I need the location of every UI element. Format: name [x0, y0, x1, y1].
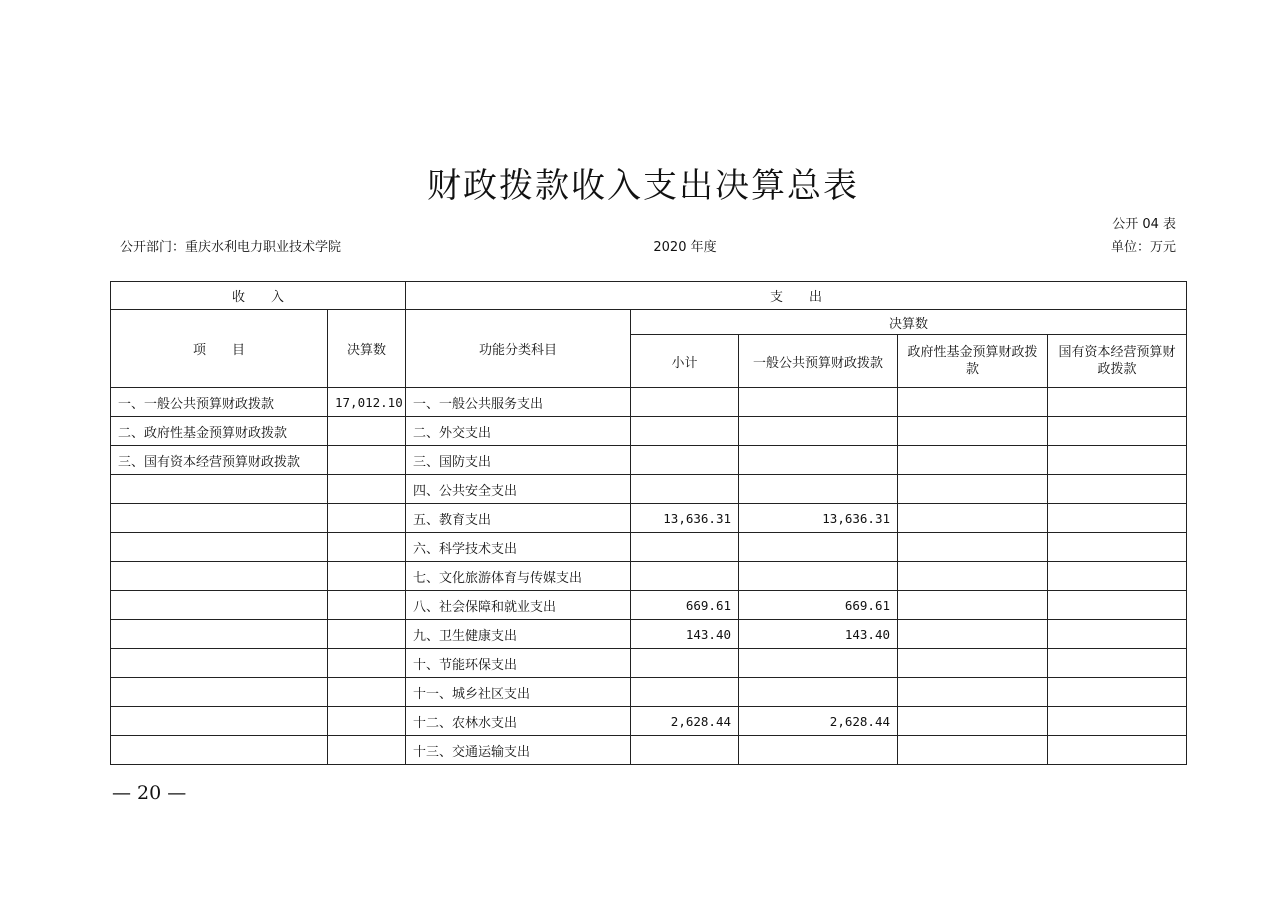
table-row	[111, 417, 1187, 446]
income-amount-cell	[328, 562, 406, 591]
func-category-cell: 八、社会保障和就业支出	[406, 591, 631, 620]
gov-fund-cell	[898, 417, 1048, 446]
page-title: 财政拨款收入支出决算总表	[427, 166, 859, 206]
func-category-cell: 七、文化旅游体育与传媒支出	[406, 562, 631, 591]
income-amount-cell	[328, 446, 406, 475]
subtotal-cell: 669.61	[631, 591, 739, 620]
income-item-cell	[111, 678, 328, 707]
general-budget-cell	[739, 417, 898, 446]
state-capital-cell	[1048, 620, 1187, 649]
gov-fund-cell	[898, 649, 1048, 678]
final-amount-header: 决算数	[328, 310, 406, 388]
subtotal-cell	[631, 649, 739, 678]
func-category-cell: 一、一般公共服务支出	[406, 388, 631, 417]
gov-fund-cell	[898, 504, 1048, 533]
general-budget-cell: 13,636.31	[739, 504, 898, 533]
general-budget-cell	[739, 562, 898, 591]
income-item-cell	[111, 649, 328, 678]
general-budget-cell	[739, 388, 898, 417]
unit-label: 单位：万元	[1110, 240, 1176, 255]
subtotal-cell	[631, 736, 739, 765]
income-item-cell	[111, 707, 328, 736]
state-capital-cell	[1048, 504, 1187, 533]
func-category-cell: 十二、农林水支出	[406, 707, 631, 736]
form-number: 公开 04 表	[1112, 217, 1176, 232]
subtotal-cell: 2,628.44	[631, 707, 739, 736]
state-capital-cell	[1048, 678, 1187, 707]
general-budget-cell	[739, 446, 898, 475]
func-category-cell: 十三、交通运输支出	[406, 736, 631, 765]
subtotal-cell: 13,636.31	[631, 504, 739, 533]
table-row	[111, 533, 1187, 562]
income-amount-cell	[328, 504, 406, 533]
income-item-cell	[111, 620, 328, 649]
gov-fund-cell	[898, 446, 1048, 475]
gov-fund-cell	[898, 562, 1048, 591]
state-capital-cell	[1048, 417, 1187, 446]
general-budget-cell	[739, 475, 898, 504]
func-category-cell: 五、教育支出	[406, 504, 631, 533]
func-category-cell: 三、国防支出	[406, 446, 631, 475]
subtotal-cell	[631, 475, 739, 504]
final-amount-group-header: 决算数	[631, 310, 1187, 335]
fiscal-year: 2020 年度	[653, 240, 717, 255]
state-capital-cell	[1048, 736, 1187, 765]
income-item-cell	[111, 504, 328, 533]
gov-fund-cell	[898, 736, 1048, 765]
income-amount-cell	[328, 678, 406, 707]
gov-fund-cell	[898, 707, 1048, 736]
gov-fund-cell	[898, 533, 1048, 562]
income-item-cell	[111, 591, 328, 620]
subtotal-cell	[631, 446, 739, 475]
income-item-cell: 二、政府性基金预算财政拨款	[111, 417, 328, 446]
general-budget-cell	[739, 736, 898, 765]
income-amount-cell	[328, 475, 406, 504]
general-budget-cell	[739, 678, 898, 707]
item-header: 项 目	[111, 310, 328, 388]
gov-fund-cell	[898, 678, 1048, 707]
state-capital-cell	[1048, 707, 1187, 736]
table-row	[111, 678, 1187, 707]
state-capital-cell	[1048, 533, 1187, 562]
gov-fund-cell	[898, 591, 1048, 620]
func-category-cell: 十一、城乡社区支出	[406, 678, 631, 707]
expenditure-header: 支 出	[406, 282, 1187, 310]
table-row	[111, 736, 1187, 765]
subtotal-cell	[631, 678, 739, 707]
income-item-cell	[111, 736, 328, 765]
subtotal-cell: 143.40	[631, 620, 739, 649]
func-category-cell: 九、卫生健康支出	[406, 620, 631, 649]
general-budget-cell	[739, 649, 898, 678]
page-number: — 20 —	[112, 782, 187, 804]
income-amount-cell	[328, 707, 406, 736]
table-row	[111, 475, 1187, 504]
gov-fund-cell	[898, 475, 1048, 504]
table-row	[111, 446, 1187, 475]
table-row	[111, 504, 1187, 533]
gov-fund-cell	[898, 620, 1048, 649]
income-amount-cell	[328, 533, 406, 562]
table-row	[111, 388, 1187, 417]
state-capital-cell	[1048, 649, 1187, 678]
general-budget-cell	[739, 533, 898, 562]
income-amount-cell: 17,012.10	[328, 388, 406, 417]
func-category-header: 功能分类科目	[406, 310, 631, 388]
subtotal-cell	[631, 388, 739, 417]
income-item-cell	[111, 475, 328, 504]
state-capital-cell	[1048, 591, 1187, 620]
header-row-2	[111, 310, 1187, 335]
general-budget-header: 一般公共预算财政拨款	[739, 335, 898, 388]
subtotal-cell	[631, 533, 739, 562]
state-capital-cell	[1048, 388, 1187, 417]
state-capital-header: 国有资本经营预算财政拨款	[1048, 335, 1187, 388]
state-capital-cell	[1048, 446, 1187, 475]
income-item-cell: 一、一般公共预算财政拨款	[111, 388, 328, 417]
general-budget-cell: 669.61	[739, 591, 898, 620]
gov-fund-cell	[898, 388, 1048, 417]
subtotal-cell	[631, 417, 739, 446]
general-budget-cell: 143.40	[739, 620, 898, 649]
income-amount-cell	[328, 591, 406, 620]
department-label: 公开部门：重庆水利电力职业技术学院	[120, 240, 342, 255]
budget-table	[110, 281, 1187, 765]
table-row	[111, 649, 1187, 678]
income-amount-cell	[328, 649, 406, 678]
income-amount-cell	[328, 620, 406, 649]
func-category-cell: 六、科学技术支出	[406, 533, 631, 562]
func-category-cell: 十、节能环保支出	[406, 649, 631, 678]
table-row	[111, 707, 1187, 736]
header-row-1	[111, 282, 1187, 310]
income-item-cell	[111, 562, 328, 591]
income-amount-cell	[328, 736, 406, 765]
income-item-cell	[111, 533, 328, 562]
func-category-cell: 二、外交支出	[406, 417, 631, 446]
table-row	[111, 591, 1187, 620]
func-category-cell: 四、公共安全支出	[406, 475, 631, 504]
state-capital-cell	[1048, 562, 1187, 591]
general-budget-cell: 2,628.44	[739, 707, 898, 736]
income-amount-cell	[328, 417, 406, 446]
income-item-cell: 三、国有资本经营预算财政拨款	[111, 446, 328, 475]
table-row	[111, 620, 1187, 649]
state-capital-cell	[1048, 475, 1187, 504]
subtotal-cell	[631, 562, 739, 591]
table-row	[111, 562, 1187, 591]
gov-fund-header: 政府性基金预算财政拨款	[898, 335, 1048, 388]
subtotal-header: 小计	[631, 335, 739, 388]
income-header: 收 入	[111, 282, 406, 310]
